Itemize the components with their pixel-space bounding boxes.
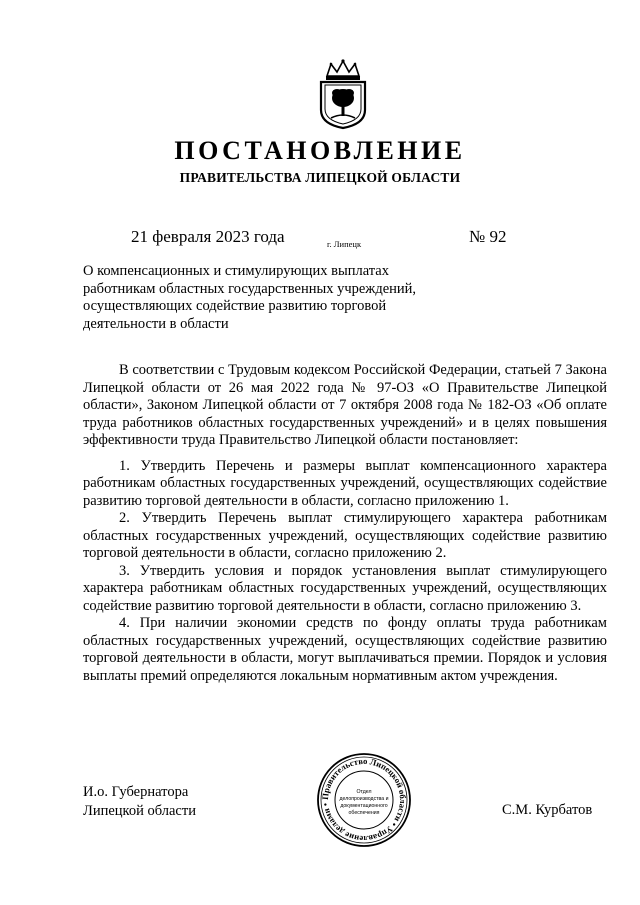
subject-line: деятельности в области <box>83 315 229 332</box>
clause-2: 2. Утвердить Перечень выплат стимулирующего характера работникам областных государственных учреждений, осуществляющих содействие развитию торговой деятельности в области, согласно приложению 2. <box>83 510 607 561</box>
clause-1: 1. Утвердить Перечень и размеры выплат компенсационного характера работникам областных государственных учреждений, осуществляющих содействие развитию торговой деятельности в области, согласно приложению 1. <box>83 457 607 509</box>
document-date: 21 февраля 2023 года <box>131 227 285 246</box>
svg-text:документационного: документационного <box>340 803 388 809</box>
subject-line: осуществляющих содействие развитию торговой <box>83 298 387 314</box>
document-number: № 92 <box>469 227 507 246</box>
subject-line: О компенсационных и стимулирующих выплатах <box>83 263 389 279</box>
svg-text:Отдел: Отдел <box>356 789 372 795</box>
clause-4: 4. При наличии экономии средств по фонду оплаты труда работникам областных государственных учреждений, осуществляющих содействие развитию торговой деятельности в области, могут выплачиваться премии. Порядок и условия выплаты премий определяются локальным нормативным актом учреждения. <box>83 615 607 684</box>
document-subject <box>83 263 443 333</box>
signatory-position-line: И.о. Губернатора <box>83 784 189 800</box>
document-title: ПОСТАНОВЛЕНИЕ <box>174 136 466 165</box>
preamble-paragraph: В соответствии с Трудовым кодексом Российской Федерации, статьей 7 Закона Липецкой области от 26 мая 2022 года № 97-ОЗ «О Правительстве Липецкой области», Законом Липецкой области от 7 октября 2008 года № 182-ОЗ «Об оплате труда работников областных государственных учреждений» и в целях повышения эффективности труда Правительство Липецкой области постановляет: <box>83 362 607 448</box>
subject-line: работникам областных государственных учреждений, <box>83 280 417 297</box>
svg-text:обеспечения: обеспечения <box>348 810 380 816</box>
clause-3: 3. Утвердить условия и порядок установления выплат стимулирующего характера работникам областных государственных учреждений, осуществляющих содействие развитию торговой деятельности в области, согласно приложению 3. <box>83 562 607 614</box>
document-body <box>83 362 607 685</box>
signatory-name: С.М. Курбатов <box>502 802 593 818</box>
coat-of-arms-icon <box>313 58 373 130</box>
stamp-ring-text: Правительство Липецкой области • Управление делами • <box>319 755 409 845</box>
document-subtitle: ПРАВИТЕЛЬСТВА ЛИПЕЦКОЙ ОБЛАСТИ <box>179 170 461 185</box>
svg-text:делопроизводства и: делопроизводства и <box>339 796 389 802</box>
signatory-position <box>83 783 196 821</box>
document-place: г. Липецк <box>327 239 362 249</box>
official-stamp <box>316 752 412 848</box>
signatory-position-line: Липецкой области <box>83 803 196 819</box>
